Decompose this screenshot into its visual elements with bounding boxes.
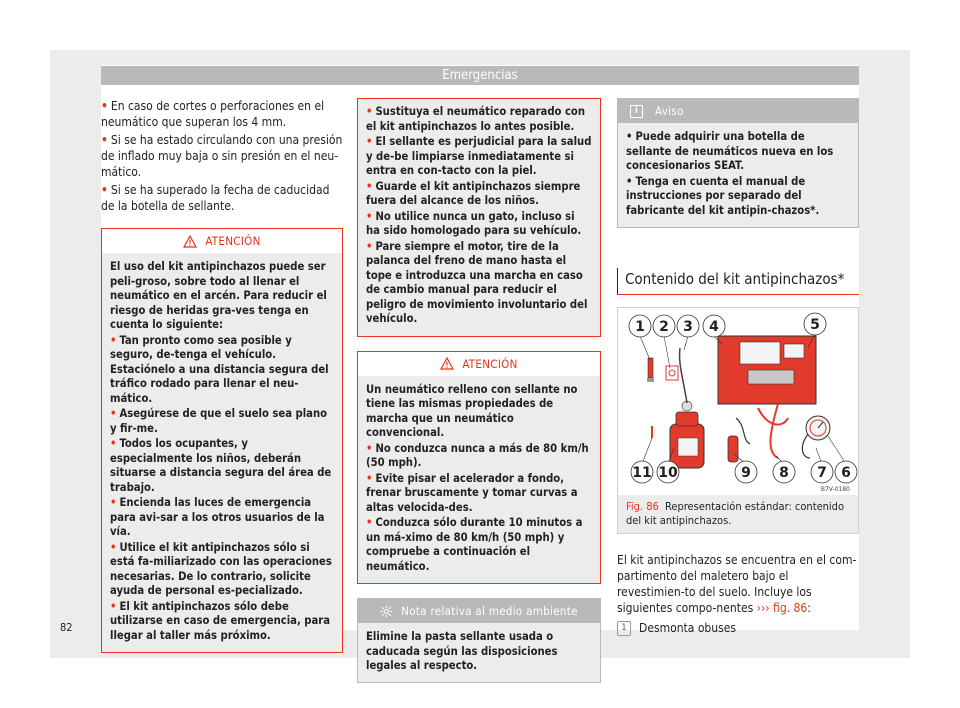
environment-title: Nota relativa al medio ambiente xyxy=(401,604,578,618)
callout-6: 6 xyxy=(841,465,851,481)
warning-header xyxy=(358,352,600,376)
callout-8: 8 xyxy=(779,465,789,481)
warning-icon xyxy=(440,357,454,370)
list-item xyxy=(617,620,859,636)
warning-body xyxy=(358,376,600,584)
page-header: Emergencias xyxy=(101,66,859,85)
list-item: • Puede adquirir una botella de sellante de neumáticos nueva en los concesionarios SEAT. xyxy=(626,130,834,172)
column-1 xyxy=(101,98,343,653)
figure-caption xyxy=(618,495,858,533)
warning-body xyxy=(102,253,342,652)
list-item: • Si se ha superado la fecha de caducidad de la botella de sellante. xyxy=(101,183,330,213)
warning-intro: El uso del kit antipinchazos puede ser peli-groso, sobre todo al llenar el neumático en el arcén. Para reducir el riesgo de heridas gra-ves tenga en cuenta lo siguiente: xyxy=(110,260,327,331)
figure-caption-text: Representación estándar: contenido del kit antipinchazos. xyxy=(626,500,845,527)
list-item: • Conduzca sólo durante 10 minutos a un má-ximo de 80 km/h (50 mph) y compruebe a continuación el neumático. xyxy=(366,516,583,573)
leaf-icon xyxy=(380,605,393,618)
list-item: • Pare siempre el motor, tire de la palanca del freno de mano hasta el tope e introduzca una marcha en caso de cambio manual para reducir el peligro de movimiento involuntario del vehículo. xyxy=(366,239,588,325)
figure-link[interactable]: ››› fig. 86 xyxy=(756,601,808,615)
warning-icon xyxy=(183,235,197,248)
environment-body: Elimine la pasta sellante usada o caducada según las disposiciones legales al respecto. xyxy=(358,623,600,682)
kit-illustration xyxy=(618,308,858,495)
item-text: Desmonta obuses xyxy=(639,621,737,635)
body-paragraph: El kit antipinchazos se encuentra en el com-partimento del maletero bajo el revestimien-to del suelo. Incluye los siguientes compo-nentes ››› fig. 86: xyxy=(617,553,857,615)
warning-intro: Un neumático relleno con sellante no tiene las mismas propiedades de marcha que un neumático convencional. xyxy=(366,382,578,439)
figure-number: Fig. 86 xyxy=(626,500,659,513)
page-number: 82 xyxy=(60,621,73,634)
callout-4: 4 xyxy=(709,319,719,335)
callout-1: 1 xyxy=(635,319,645,335)
list-item: • En caso de cortes o perforaciones en el neumático que superan los 4 mm. xyxy=(101,99,325,129)
list-item: • Tenga en cuenta el manual de instrucciones por separado del fabricante del kit antipin-chazos*. xyxy=(626,174,820,217)
note-body xyxy=(618,123,858,227)
list-item: • No conduzca nunca a más de 80 km/h (50 mph). xyxy=(366,441,589,469)
column-2 xyxy=(357,98,601,683)
list-item: • No utilice nunca un gato, incluso si ha sido homologado para su vehículo. xyxy=(366,209,582,237)
callout-10: 10 xyxy=(658,465,678,481)
figure xyxy=(617,307,859,534)
callout-11: 11 xyxy=(632,465,652,481)
list-item: • Sustituya el neumático reparado con el kit antipinchazos lo antes posible. xyxy=(366,105,586,133)
callout-3: 3 xyxy=(683,319,693,335)
warning-box xyxy=(101,228,343,653)
list-item: • Utilice el kit antipinchazos sólo si está fa-miliarizado con las operaciones necesarias. De lo contrario, solicite ayuda de personal es-pecializado. xyxy=(110,540,332,597)
note-title: Aviso xyxy=(655,104,684,118)
warning-header xyxy=(102,229,342,253)
warning-box-continued xyxy=(357,98,601,337)
item-number-badge: 1 xyxy=(617,621,631,636)
environment-note-box xyxy=(357,598,601,683)
list-item: • Encienda las luces de emergencia para avi-sar a los otros usuarios de la vía. xyxy=(110,496,325,538)
list-item: • Guarde el kit antipinchazos siempre fuera del alcance de los niños. xyxy=(366,179,581,207)
callout-5: 5 xyxy=(810,317,820,333)
list-item: • Asegúrese de que el suelo sea plano y fir-me. xyxy=(110,407,328,435)
column-3 xyxy=(617,98,859,636)
info-icon: i xyxy=(630,105,643,118)
warning-title: ATENCIÓN xyxy=(205,234,261,248)
warning-body xyxy=(358,99,600,336)
environment-header xyxy=(358,599,600,623)
list-item: • Tan pronto como sea posible y seguro, de-tenga el vehículo. Estaciónelo a una distancia segura del tráfico rodado para llenar el neu-mático. xyxy=(110,333,329,405)
section-title: Contenido del kit antipinchazos* xyxy=(617,268,859,295)
warning-title: ATENCIÓN xyxy=(462,356,518,371)
list-item: • Evite pisar el acelerador a fondo, frenar bruscamente y tomar curvas a altas velocida-des. xyxy=(366,471,578,514)
callout-2: 2 xyxy=(659,319,669,335)
callout-9: 9 xyxy=(741,465,751,481)
list-item: • El kit antipinchazos sólo debe utilizarse en caso de emergencia, para llegar al taller más próximo. xyxy=(110,599,331,642)
list-item: • Todos los ocupantes, y especialmente los niños, deberán situarse a distancia segura del área de trabajo. xyxy=(110,437,332,494)
list-item: • Si se ha estado circulando con una presión de inflado muy baja o sin presión en el neu-mático. xyxy=(101,133,343,179)
warning-box-2 xyxy=(357,351,601,585)
note-box xyxy=(617,98,859,228)
list-item: • El sellante es perjudicial para la salud y de-be limpiarse inmediatamente si entra en con-tacto con la piel. xyxy=(366,135,592,177)
note-header xyxy=(618,99,858,123)
figure-code: B7V-0180 xyxy=(820,486,850,493)
callout-7: 7 xyxy=(817,465,827,481)
